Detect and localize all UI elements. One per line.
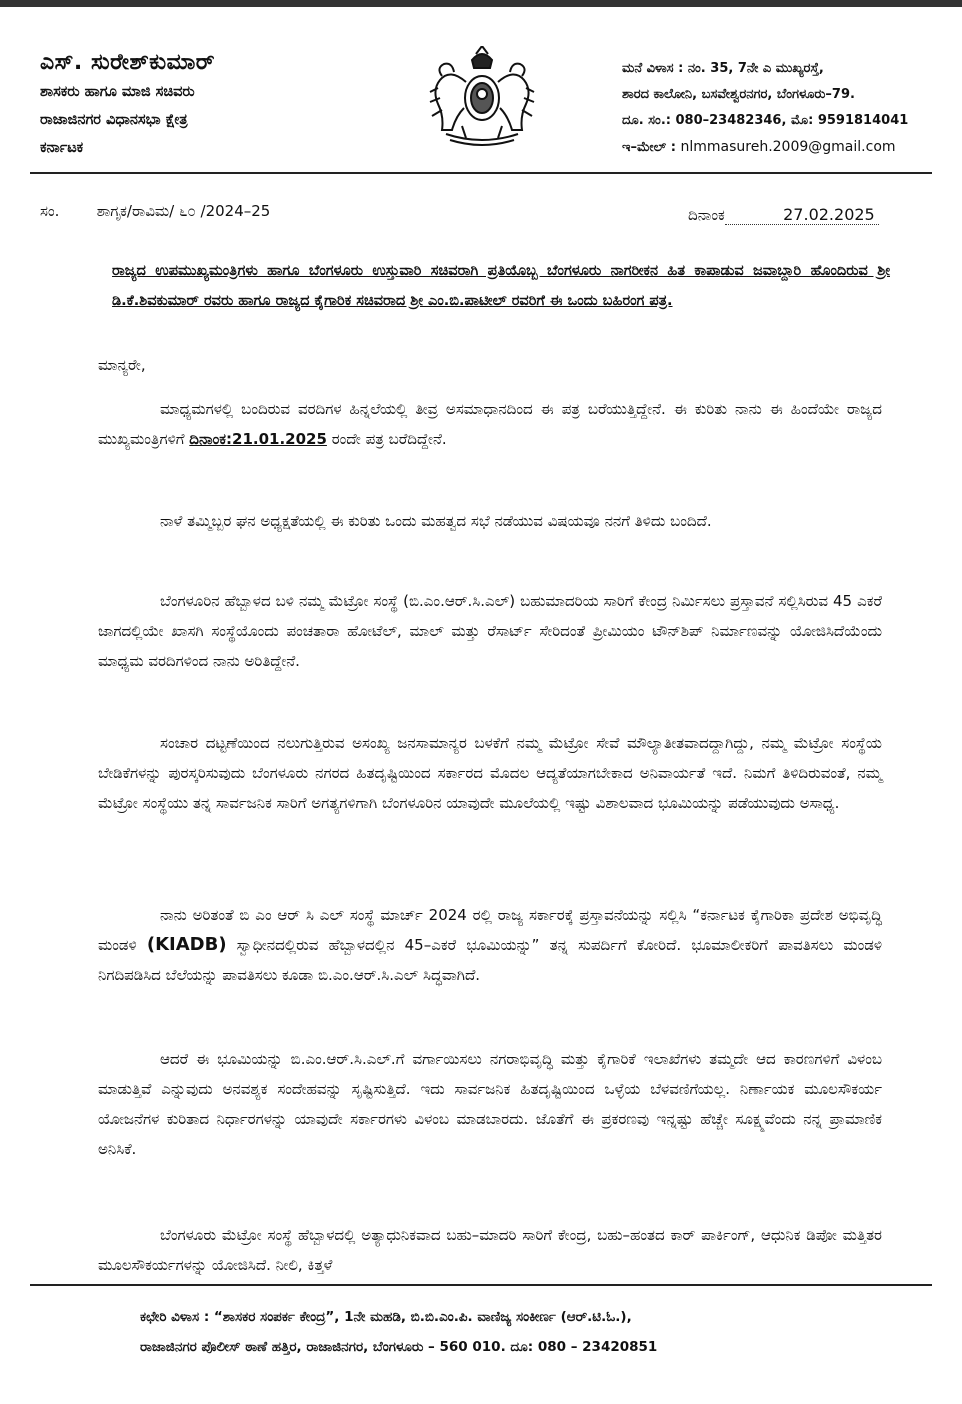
paragraph-5-text-b: ಸ್ವಾಧೀನದಲ್ಲಿರುವ ಹೆಬ್ಬಾಳದಲ್ಲಿನ 45–ಎಕರೆ ಭೂಮಿಯನ್ನು” ತನ್ನ ಸುಪರ್ದಿಗೆ ಕೋರಿದೆ. ಭೂಮಾಲೀಕರಿಗೆ ಪಾವತಿಸಲು ಮಂಡಳಿ ನಿಗದಿಪಡಿಸಿದ ಬೆಲೆಯನ್ನು ಪಾವತಿಸಲು ಕೂಡಾ ಬಿ.ಎಂ.ಆರ್.ಸಿ.ಎಲ್ ಸಿದ್ಧವಾಗಿದೆ. bbox=[98, 936, 882, 984]
date-label: ದಿನಾಂಕ bbox=[688, 206, 725, 224]
reference-label: ಸಂ. bbox=[40, 202, 60, 220]
email-address: nlmmasureh.2009@gmail.com bbox=[680, 139, 896, 155]
letterhead-right bbox=[622, 56, 932, 161]
paragraph-1-text-a: ಮಾಧ್ಯಮಗಳಲ್ಲಿ ಬಂದಿರುವ ವರದಿಗಳ ಹಿನ್ನಲೆಯಲ್ಲಿ ತೀವ್ರ ಅಸಮಾಧಾನದಿಂದ ಈ ಪತ್ರ ಬರೆಯುತ್ತಿದ್ದೇನೆ. ಈ ಕುರಿತು ನಾನು ಈ ಹಿಂದೆಯೇ ರಾಜ್ಯದ ಮುಖ್ಯಮಂತ್ರಿಗಳಿಗೆ bbox=[98, 400, 882, 448]
email-row bbox=[622, 134, 932, 161]
sender-name: ಎಸ್. ಸುರೇಶ್‌ಕುಮಾರ್ bbox=[40, 50, 216, 75]
residence-address-line2: ಶಾರದ ಕಾಲೋನಿ, ಬಸವೇಶ್ವರನಗರ, ಬೆಂಗಳೂರು–79. bbox=[622, 87, 855, 102]
paragraph-3: ಬೆಂಗಳೂರಿನ ಹೆಬ್ಬಾಳದ ಬಳಿ ನಮ್ಮ ಮೆಟ್ರೋ ಸಂಸ್ಥೆ (ಬಿ.ಎಂ.ಆರ್.ಸಿ.ಎಲ್) ಬಹುಮಾದರಿಯ ಸಾರಿಗೆ ಕೇಂದ್ರ ನಿರ್ಮಿಸಲು ಪ್ರಸ್ತಾವನೆ ಸಲ್ಲಿಸಿರುವ 45 ಎಕರೆ ಜಾಗದಲ್ಲಿಯೇ ಖಾಸಗಿ ಸಂಸ್ಥೆಯೊಂದು ಪಂಚತಾರಾ ಹೋಟೆಲ್, ಮಾಲ್ ಮತ್ತು ರೆಸಾರ್ಟ್ ಸೇರಿದಂತೆ ಪ್ರೀಮಿಯಂ ಟೌನ್‌ಶಿಪ್ ನಿರ್ಮಾಣವನ್ನು ಯೋಜಿಸಿದೆಯೆಂದು ಮಾಧ್ಯಮ ವರದಿಗಳಿಂದ ನಾನು ಅರಿತಿದ್ದೇನೆ. bbox=[98, 592, 882, 670]
reference-number-row bbox=[40, 202, 270, 220]
paragraph-1-date: ದಿನಾಂಕ:21.01.2025 bbox=[189, 430, 327, 448]
paragraph-7: ಬೆಂಗಳೂರು ಮೆಟ್ರೋ ಸಂಸ್ಥೆ ಹೆಬ್ಬಾಳದಲ್ಲಿ ಅತ್ಯಾಧುನಿಕವಾದ ಬಹು–ಮಾದರಿ ಸಾರಿಗೆ ಕೇಂದ್ರ, ಬಹು–ಹಂತದ ಕಾರ್ ಪಾರ್ಕಿಂಗ್, ಆಧುನಿಕ ಡಿಪೋ ಮತ್ತಿತರ ಮೂಲಸೌಕರ್ಯಗಳನ್ನು ಯೋಜಿಸಿದೆ. ನೀಲಿ, ಕಿತ್ತಳೆ bbox=[98, 1226, 882, 1274]
paragraph-4: ಸಂಚಾರ ದಟ್ಟಣೆಯಿಂದ ನಲುಗುತ್ತಿರುವ ಅಸಂಖ್ಯ ಜನಸಾಮಾನ್ಯರ ಬಳಕೆಗೆ ನಮ್ಮ ಮೆಟ್ರೋ ಸೇವೆ ಮೌಲ್ಯಾತೀತವಾದದ್ದಾಗಿದ್ದು, ನಮ್ಮ ಮೆಟ್ರೋ ಸಂಸ್ಥೆಯ ಬೇಡಿಕೆಗಳನ್ನು ಪುರಸ್ಕರಿಸುವುದು ಬೆಂಗಳೂರು ನಗರದ ಹಿತದೃಷ್ಟಿಯಿಂದ ಸರ್ಕಾರದ ಮೊದಲ ಆದ್ಯತೆಯಾಗಬೇಕಾದ ಅನಿವಾರ್ಯತೆ ಇದೆ. ನಿಮಗೆ ತಿಳಿದಿರುವಂತೆ, ನಮ್ಮ ಮೆಟ್ರೋ ಸಂಸ್ಥೆಯು ತನ್ನ ಸಾರ್ವಜನಿಕ ಸಾರಿಗೆ ಅಗತ್ಯಗಳಿಗಾಗಿ ಬೆಂಗಳೂರಿನ ಯಾವುದೇ ಮೂಲೆಯಲ್ಲಿ ಇಷ್ಟು ವಿಶಾಲವಾದ ಭೂಮಿಯನ್ನು ಪಡೆಯುವುದು ಅಸಾಧ್ಯ. bbox=[98, 734, 882, 812]
email-label: ಇ–ಮೇಲ್ : bbox=[622, 140, 676, 155]
letterhead-left bbox=[40, 48, 215, 162]
phone-number: ದೂ. ಸಂ.: 080–23482346, ಮೊ: 9591814041 bbox=[622, 113, 909, 128]
footer-line-1: ಕಛೇರಿ ವಿಳಾಸ : “ಶಾಸಕರ ಸಂಪರ್ಕ ಕೇಂದ್ರ”, 1ನೇ ಮಹಡಿ, ಬಿ.ಬಿ.ಎಂ.ಪಿ. ವಾಣಿಜ್ಯ ಸಂಕೀರ್ಣ (ಆರ್.ಟಿ.ಓ.), bbox=[140, 1309, 632, 1325]
paragraph-5-text-a: ನಾನು ಅರಿತಂತೆ ಬಿ ಎಂ ಆರ್ ಸಿ ಎಲ್ ಸಂಸ್ಥೆ ಮಾರ್ಚ್ 2024 ರಲ್ಲಿ ರಾಜ್ಯ ಸರ್ಕಾರಕ್ಕೆ ಪ್ರಸ್ತಾವನೆಯನ್ನು ಸಲ್ಲಿಸಿ “ಕರ್ನಾಟಕ ಕೈಗಾರಿಕಾ ಪ್ರದೇಶ ಅಭಿವೃದ್ಧಿ ಮಂಡಳಿ bbox=[98, 906, 882, 954]
salutation: ಮಾನ್ಯರೇ, bbox=[98, 356, 146, 374]
paragraph-2: ನಾಳೆ ತಮ್ಮಿಬ್ಬರ ಘನ ಅಧ್ಯಕ್ಷತೆಯಲ್ಲಿ ಈ ಕುರಿತು ಒಂದು ಮಹತ್ವದ ಸಭೆ ನಡೆಯುವ ವಿಷಯವೂ ನನಗೆ ತಿಳಿದು ಬಂದಿದೆ. bbox=[160, 512, 712, 530]
letter-date: 27.02.2025 bbox=[725, 205, 879, 225]
karnataka-emblem-icon bbox=[426, 46, 538, 146]
office-address-footer bbox=[140, 1302, 860, 1362]
header-divider bbox=[30, 172, 932, 174]
paragraph-1-text-b: ರಂದೇ ಪತ್ರ ಬರೆದಿದ್ದೇನೆ. bbox=[326, 430, 447, 448]
footer-divider bbox=[30, 1284, 932, 1286]
residence-address-line1: ಮನೆ ವಿಳಾಸ : ನಂ. 35, 7ನೇ ಎ ಮುಖ್ಯರಸ್ತೆ, bbox=[622, 61, 824, 76]
subject-text: ರಾಜ್ಯದ ಉಪಮುಖ್ಯಮಂತ್ರಿಗಳು ಹಾಗೂ ಬೆಂಗಳೂರು ಉಸ್ತುವಾರಿ ಸಚಿವರಾಗಿ ಪ್ರತಿಯೊಬ್ಬ ಬೆಂಗಳೂರು ನಾಗರೀಕನ ಹಿತ ಕಾಪಾಡುವ ಜವಾಬ್ದಾರಿ ಹೊಂದಿರುವ ಶ್ರೀ ಡಿ.ಕೆ.ಶಿವಕುಮಾರ್ ರವರು ಹಾಗೂ ರಾಜ್ಯದ ಕೈಗಾರಿಕ ಸಚಿವರಾದ ಶ್ರೀ ಎಂ.ಬಿ.ಪಾಟೀಲ್ ರವರಿಗೆ ಈ ಒಂದು ಬಹಿರಂಗ ಪತ್ರ. bbox=[112, 263, 890, 309]
paragraph-6: ಆದರೆ ಈ ಭೂಮಿಯನ್ನು ಬಿ.ಎಂ.ಆರ್.ಸಿ.ಎಲ್.ಗೆ ವರ್ಗಾಯಿಸಲು ನಗರಾಭಿವೃದ್ಧಿ ಮತ್ತು ಕೈಗಾರಿಕೆ ಇಲಾಖೆಗಳು ತಮ್ಮದೇ ಆದ ಕಾರಣಗಳಿಗೆ ವಿಳಂಬ ಮಾಡುತ್ತಿವೆ ಎನ್ನುವುದು ಅನವಶ್ಯಕ ಸಂದೇಹವನ್ನು ಸೃಷ್ಟಿಸುತ್ತಿದೆ. ಇದು ಸಾರ್ವಜನಿಕ ಹಿತದೃಷ್ಟಿಯಿಂದ ಒಳ್ಳೆಯ ಬೆಳವಣಿಗೆಯಲ್ಲ. ನಿರ್ಣಾಯಕ ಮೂಲಸೌಕರ್ಯ ಯೋಜನೆಗಳ ಕುರಿತಾದ ನಿರ್ಧಾರಗಳನ್ನು ಯಾವುದೇ ಸರ್ಕಾರಗಳು ವಿಳಂಬ ಮಾಡಬಾರದು. ಜೊತೆಗೆ ಈ ಪ್ರಕರಣವು ಇನ್ನಷ್ಟು ಹೆಚ್ಚೇ ಸೂಕ್ಷ್ಮವೆಂದು ನನ್ನ ಪ್ರಾಮಾಣಿಕ ಅನಿಸಿಕೆ. bbox=[98, 1050, 882, 1158]
paragraph-1 bbox=[98, 394, 882, 454]
footer-line-2: ರಾಜಾಜಿನಗರ ಪೊಲೀಸ್ ಠಾಣೆ ಹತ್ತಿರ, ರಾಜಾಜಿನಗರ, ಬೆಂಗಳೂರು – 560 010. ದೂ: 080 – 23420851 bbox=[140, 1339, 658, 1355]
paragraph-5 bbox=[98, 900, 882, 990]
reference-number: ಶಾಗೃಕ/ರಾವಿಮ/ ೬೦ /2024–25 bbox=[96, 202, 271, 220]
sender-constituency: ರಾಜಾಜಿನಗರ ವಿಧಾನಸಭಾ ಕ್ಷೇತ್ರ bbox=[40, 112, 188, 128]
letter-subject bbox=[112, 256, 890, 316]
date-row bbox=[688, 205, 879, 225]
sender-designation: ಶಾಸಕರು ಹಾಗೂ ಮಾಜಿ ಸಚಿವರು bbox=[40, 84, 195, 100]
paragraph-5-kiadb: (KIADB) bbox=[146, 934, 227, 955]
sender-state: ಕರ್ನಾಟಕ bbox=[40, 140, 84, 156]
top-border-line bbox=[0, 0, 962, 7]
